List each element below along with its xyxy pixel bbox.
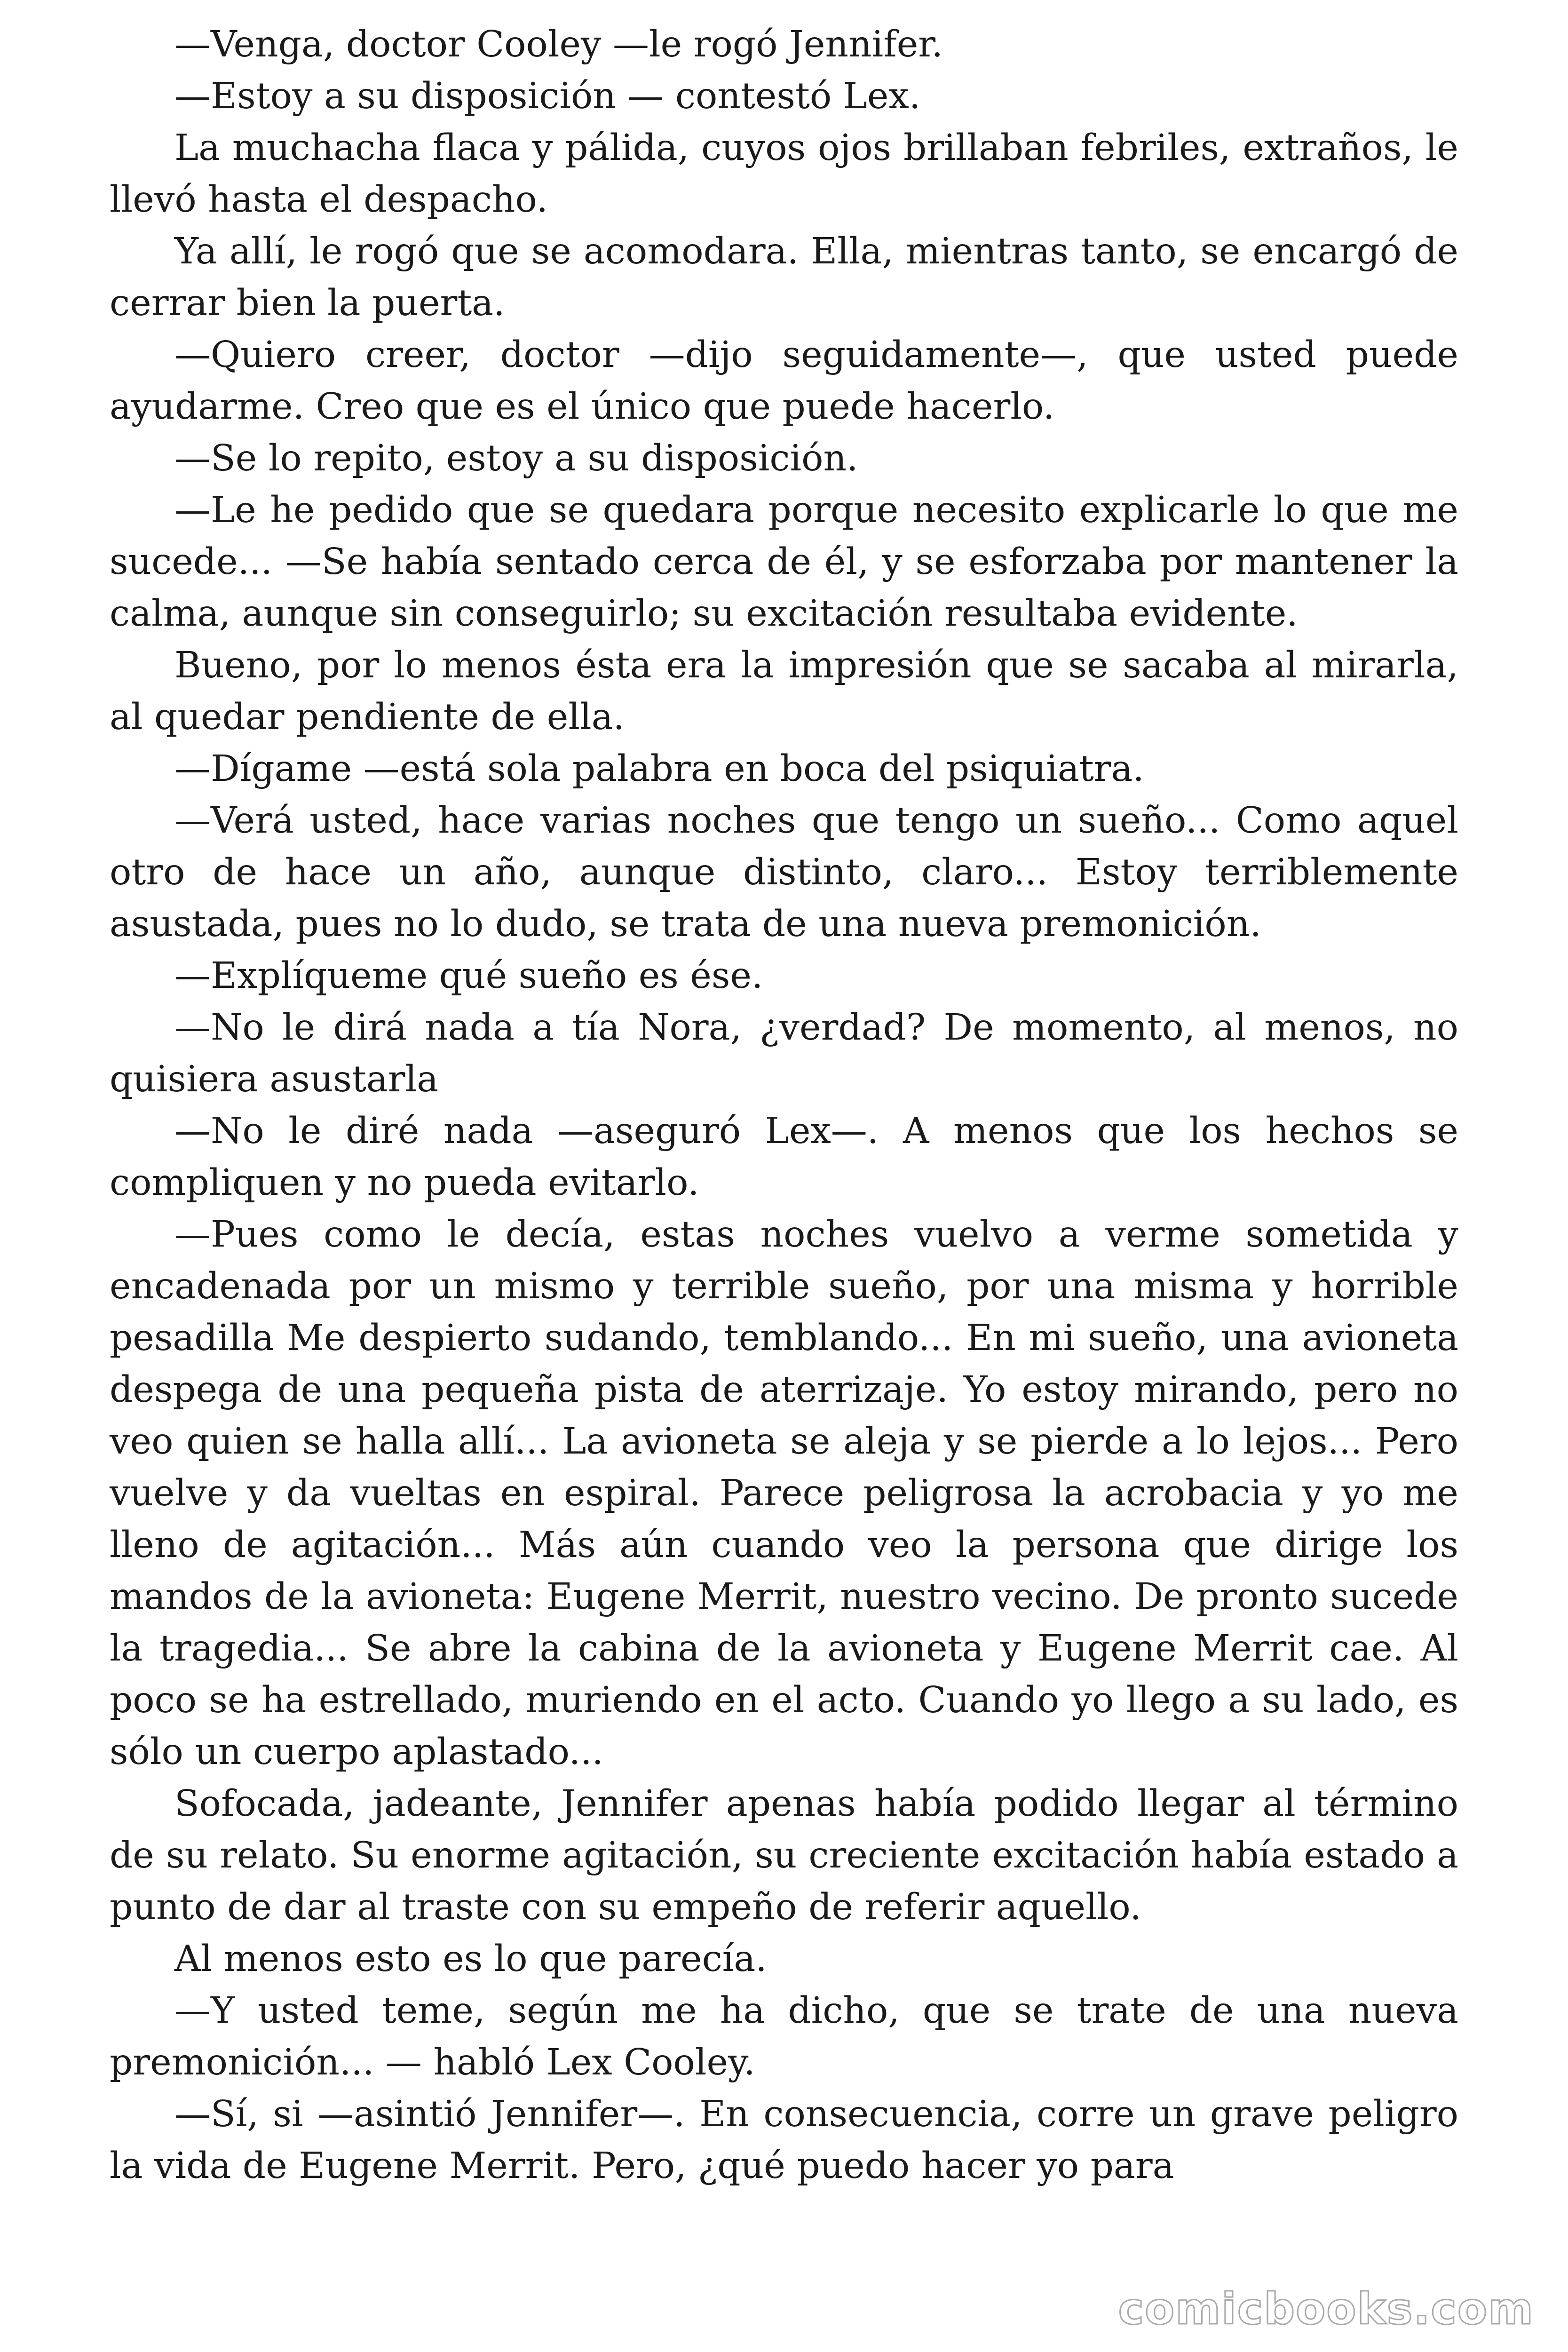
paragraph: —Le he pedido que se quedara porque necesito explicarle lo que me sucede... —Se había sentado cerca de él, y se esforzaba por mantener la calma, aunque sin conseguirlo; su excitación resultaba evidente.: [110, 489, 1458, 635]
paragraph: Bueno, por lo menos ésta era la impresión que se sacaba al mirarla, al quedar pendiente de ella.: [110, 644, 1458, 738]
paragraph: —Sí, si —asintió Jennifer—. En consecuencia, corre un grave peligro la vida de Eugene Merrit. Pero, ¿qué puedo hacer yo para: [110, 2093, 1458, 2187]
paragraph: La muchacha flaca y pálida, cuyos ojos brillaban febriles, extraños, le llevó hasta el despacho.: [110, 127, 1458, 221]
paragraph: —Se lo repito, estoy a su disposición.: [174, 437, 858, 479]
paragraph: —Quiero creer, doctor —dijo seguidamente—, que usted puede ayudarme. Creo que es el único que puede hacerlo.: [110, 334, 1458, 428]
paragraph: —Y usted teme, según me ha dicho, que se trate de una nueva premonición... — habló Lex Cooley.: [110, 1990, 1458, 2083]
paragraph: —Venga, doctor Cooley —le rogó Jennifer.: [174, 24, 943, 65]
paragraph: Sofocada, jadeante, Jennifer apenas había podido llegar al término de su relato. Su enorme agitación, su creciente excitación había estado a punto de dar al traste con su empeño de referir aquello.: [110, 1783, 1458, 1928]
paragraph: —No le dirá nada a tía Nora, ¿verdad? De momento, al menos, no quisiera asustarla: [110, 1007, 1458, 1100]
paragraph: —Pues como le decía, estas noches vuelvo a verme sometida y encadenada por un mismo y terrible sueño, por una misma y horrible pesadilla Me despierto sudando, temblando... En mi sueño, una avioneta despega de una pequeña pista de aterrizaje. Yo estoy mirando, pero no veo quien se halla allí... La avioneta se aleja y se pierde a lo lejos... Pero vuelve y da vueltas en espiral. Parece peligrosa la acrobacia y yo me lleno de agitación... Más aún cuando veo la persona que dirige los mandos de la avioneta: Eugene Merrit, nuestro vecino. De pronto sucede la tragedia... Se abre la cabina de la avioneta y Eugene Merrit cae. Al poco se ha estrellado, muriendo en el acto. Cuando yo llego a su lado, es sólo un cuerpo aplastado...: [110, 1214, 1458, 1773]
paragraph: —Explíqueme qué sueño es ése.: [174, 955, 763, 997]
paragraph: —Verá usted, hace varias noches que tengo un sueño... Como aquel otro de hace un año, aunque distinto, claro... Estoy terriblemente asustada, pues no lo dudo, se trata de una nueva premonición.: [110, 800, 1458, 945]
paragraph: Ya allí, le rogó que se acomodara. Ella, mientras tanto, se encargó de cerrar bien la puerta.: [110, 230, 1458, 324]
watermark: comicbooks.com: [1118, 2284, 1534, 2334]
paragraph: —Estoy a su disposición — contestó Lex.: [174, 75, 921, 117]
paragraph: —No le diré nada —aseguró Lex—. A menos que los hechos se compliquen y no pueda evitarlo.: [110, 1110, 1458, 1204]
paragraph: —Dígame —está sola palabra en boca del psiquiatra.: [174, 748, 1144, 790]
paragraph: Al menos esto es lo que parecía.: [174, 1938, 767, 1980]
body-text: [110, 19, 1458, 2192]
